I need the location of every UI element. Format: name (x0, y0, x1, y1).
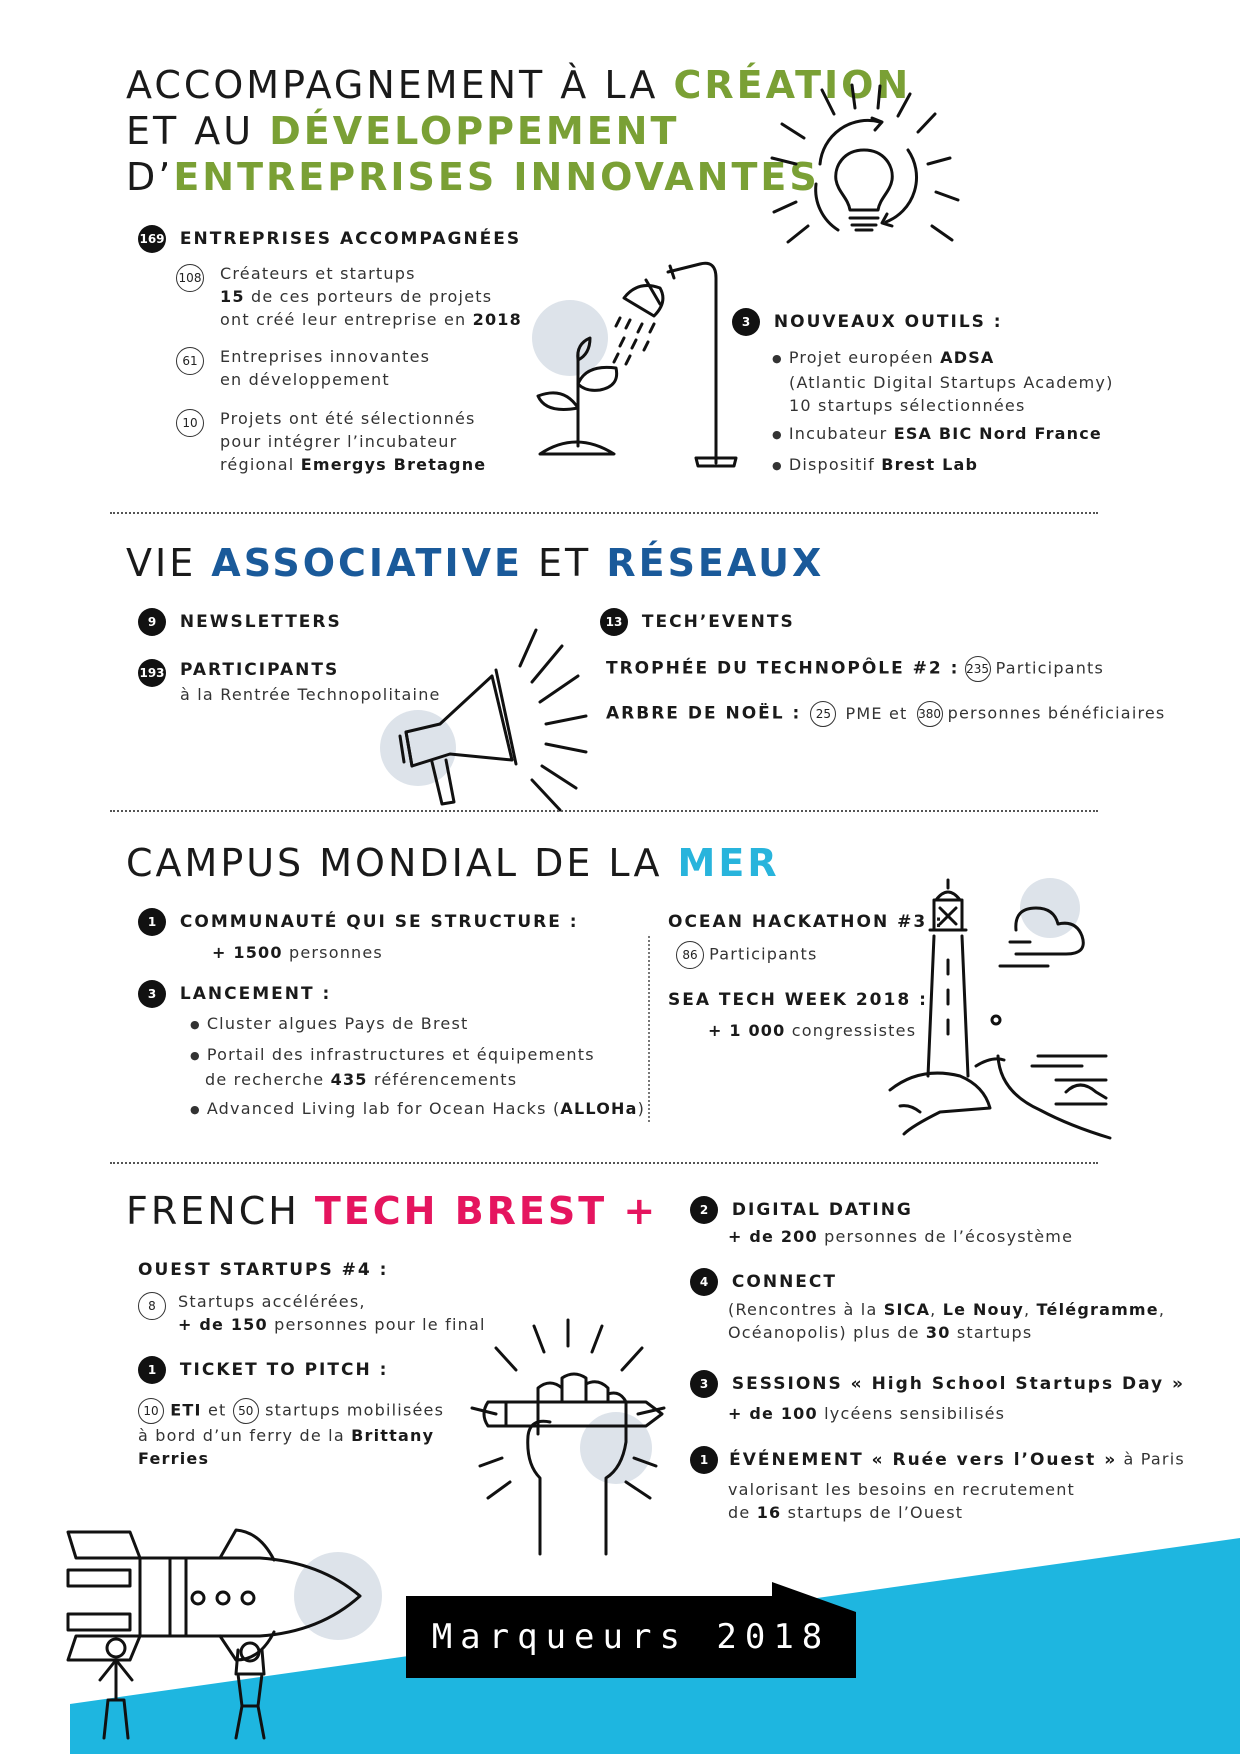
companies-heading: 169 ENTREPRISES ACCOMPAGNÉES (138, 225, 521, 253)
ticket-startups-badge: 50 (233, 1398, 259, 1424)
rocket-icon (60, 1510, 390, 1740)
dating-badge: 2 (690, 1196, 718, 1224)
sessions-badge: 3 (690, 1370, 718, 1398)
tool-brest-lab: ● Dispositif Brest Lab (772, 453, 978, 478)
banner-title: Marqueurs 2018 (431, 1617, 831, 1657)
divider-1 (110, 512, 1098, 514)
launch-item-3: ● Advanced Living lab for Ocean Hacks (ALLOHa) (190, 1097, 645, 1122)
seatech-heading: SEA TECH WEEK 2018 : (668, 990, 928, 1010)
tool-esa-bic: ● Incubateur ESA BIC Nord France (772, 422, 1102, 447)
connect-heading: 4 CONNECT (690, 1268, 837, 1296)
noel-people-badge: 380 (917, 701, 943, 727)
noel-line: ARBRE DE NOËL : 25 PME et 380 personnes bénéficiaires (606, 701, 1165, 727)
section4-title: FRENCH TECH BREST + (126, 1189, 659, 1233)
column-divider (648, 936, 650, 1122)
community-heading: 1 COMMUNAUTÉ QUI SE STRUCTURE : (138, 908, 579, 936)
dating-sub: + de 200 personnes de l’écosystème (728, 1227, 1074, 1246)
participants-badge: 193 (138, 659, 166, 687)
ouest-badge: 8 (138, 1292, 166, 1320)
megaphone-icon (380, 620, 600, 810)
tool-adsa: ● Projet européen ADSA (Atlantic Digital Startups Academy) 10 startups sélectionnées (772, 346, 1114, 417)
event-heading: 1 ÉVÉNEMENT « Ruée vers l’Ouest » à Paris (690, 1446, 1185, 1474)
section2-title: VIE ASSOCIATIVE ET RÉSEAUX (126, 541, 825, 585)
community-badge: 1 (138, 908, 166, 936)
trophy-badge: 235 (965, 656, 991, 682)
launch-item-1: ● Cluster algues Pays de Brest (190, 1012, 468, 1037)
section1-title: ACCOMPAGNEMENT À LA CRÉATION ET AU DÉVELOPPEMENT D’ENTREPRISES INNOVANTES (126, 63, 912, 199)
lighthouse-icon (880, 880, 1120, 1140)
noel-pme-badge: 25 (810, 701, 836, 727)
section3-title: CAMPUS MONDIAL DE LA MER (126, 841, 780, 885)
tools-heading: 3 NOUVEAUX OUTILS : (732, 308, 1003, 336)
hackathon-line: 86 Participants (676, 941, 817, 969)
ticket-eti-badge: 10 (138, 1398, 164, 1424)
launch-item-2: ● Portail des infrastructures et équipements de recherche 435 référencements (190, 1043, 595, 1091)
community-sub: + 1500 personnes (212, 943, 383, 962)
watering-plant-icon (520, 258, 750, 468)
techevents-heading: 13 TECH’EVENTS (600, 608, 795, 636)
creators-badge: 108 (176, 264, 204, 292)
techevents-badge: 13 (600, 608, 628, 636)
projects-badge: 10 (176, 409, 204, 437)
innovative-badge: 61 (176, 347, 204, 375)
newsletters-heading: 9 NEWSLETTERS (138, 608, 342, 636)
trophy-line: TROPHÉE DU TECHNOPÔLE #2 : 235 Participants (606, 656, 1104, 682)
hackathon-heading: OCEAN HACKATHON #3 : (668, 912, 944, 932)
divider-2 (110, 810, 1098, 812)
sessions-heading: 3 SESSIONS « High School Startups Day » (690, 1370, 1185, 1398)
ticket-heading: 1 TICKET TO PITCH : (138, 1356, 388, 1384)
event-badge: 1 (690, 1446, 718, 1474)
tools-count-badge: 3 (732, 308, 760, 336)
ticket-badge: 1 (138, 1356, 166, 1384)
sessions-sub: + de 100 lycéens sensibilisés (728, 1404, 1006, 1423)
connect-badge: 4 (690, 1268, 718, 1296)
launch-badge: 3 (138, 980, 166, 1008)
dating-heading: 2 DIGITAL DATING (690, 1196, 913, 1224)
ouest-heading: OUEST STARTUPS #4 : (138, 1260, 389, 1280)
hackathon-badge: 86 (676, 941, 704, 969)
ticket-text: 10 ETI et 50 startups mobilisées à bord d’un ferry de la Brittany Ferries (138, 1398, 444, 1470)
companies-count-badge: 169 (138, 225, 166, 253)
connect-text: (Rencontres à la SICA, Le Nouy, Télégramme, Océanopolis) plus de 30 startups (728, 1300, 1166, 1342)
divider-3 (110, 1162, 1098, 1164)
event-text: valorisant les besoins en recrutement de 16 startups de l’Ouest (728, 1480, 1076, 1522)
lightbulb-icon (760, 80, 970, 270)
launch-heading: 3 LANCEMENT : (138, 980, 331, 1008)
newsletters-badge: 9 (138, 608, 166, 636)
seatech-sub: + 1 000 congressistes (708, 1021, 917, 1040)
